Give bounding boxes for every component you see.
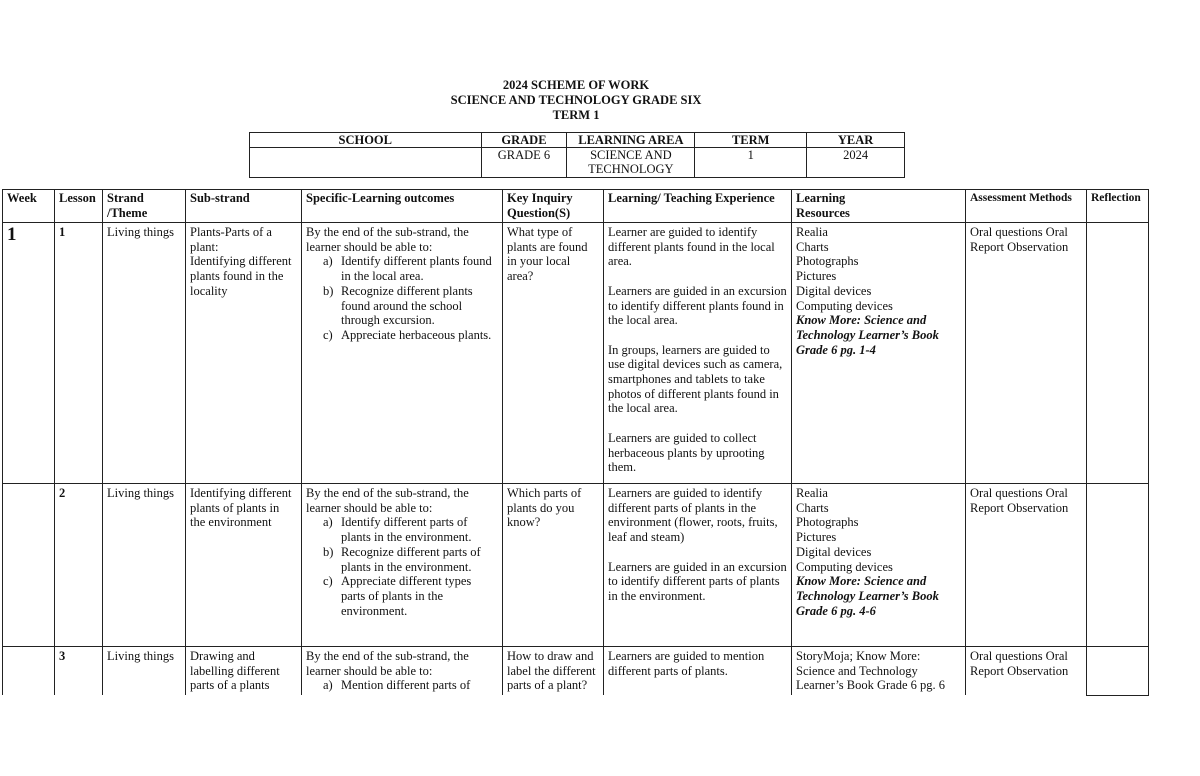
assessment-cell: Oral questions Oral Report Observation	[966, 647, 1087, 696]
reflection-cell	[1087, 223, 1149, 484]
list-item: a) Identify different plants found in the local area.	[323, 254, 492, 284]
table-row	[3, 484, 1149, 647]
lesson-number: 1	[59, 225, 66, 239]
header-experience: Learning/ Teaching Experience	[604, 190, 792, 223]
header-resources: Learning Resources	[792, 190, 966, 223]
outcomes-list	[306, 678, 498, 693]
resource-book: Know More: Science and Technology Learner’s Book Grade 6 pg. 1-4	[796, 313, 939, 357]
experience-paragraph: Learners are guided to mention different parts of plants.	[608, 649, 765, 678]
resource-item: Photographs	[796, 254, 859, 269]
outcomes-intro: By the end of the sub-strand, the learner should be able to:	[306, 225, 469, 254]
lesson-cell	[55, 223, 103, 484]
experience-paragraph: Learners are guided in an excursion to identify different parts of plants in the environment.	[608, 559, 787, 603]
strand-cell: Living things	[103, 647, 186, 696]
resource-item: Pictures	[796, 269, 837, 284]
table-row	[3, 647, 1149, 696]
experience-paragraph: Learners are guided to collect herbaceous plants by uprooting them.	[608, 430, 765, 475]
resource-item: Charts	[796, 500, 829, 515]
sub-strand-cell: Plants-Parts of a plant: Identifying different plants found in the locality	[186, 223, 302, 484]
list-item: a) Identify different parts of plants in the environment.	[323, 515, 472, 545]
list-item: c) Appreciate herbaceous plants.	[323, 327, 492, 342]
resource-item: Pictures	[796, 530, 837, 545]
info-header-year: YEAR	[807, 133, 905, 148]
header-week: Week	[3, 190, 55, 223]
key-inquiry-cell: How to draw and label the different parts of a plant?	[503, 647, 604, 696]
week-cell	[3, 647, 55, 696]
experience-cell	[604, 484, 792, 647]
strand-cell: Living things	[103, 223, 186, 484]
experience-paragraph: Learners are guided in an excursion to identify different plants found in the local area.	[608, 283, 787, 328]
info-value-grade: GRADE 6	[481, 148, 567, 178]
sub-strand-cell: Drawing and labelling different parts of a plants	[186, 647, 302, 696]
lesson-cell	[55, 647, 103, 696]
document-title: 2024 SCHEME OF WORK	[502, 78, 650, 92]
resource-book: Know More: Science and Technology Learner’s Book Grade 6 pg. 4-6	[796, 574, 939, 618]
outcomes-intro: By the end of the sub-strand, the learner should be able to:	[306, 649, 469, 678]
info-table-value-row	[250, 148, 905, 178]
assessment-cell: Oral questions Oral Report Observation	[966, 223, 1087, 484]
outcomes-list	[306, 515, 498, 618]
week-cell	[3, 223, 55, 484]
info-header-grade: GRADE	[481, 133, 567, 148]
lesson-cell	[55, 484, 103, 647]
list-item: b) Recognize different plants found around the school through excursion.	[323, 283, 473, 328]
experience-paragraph: Learners are guided to identify different parts of plants in the environment (flower, roots, fruits, leaf and steam)	[608, 486, 778, 545]
document-subtitle: SCIENCE AND TECHNOLOGY GRADE SIX	[450, 93, 702, 107]
resource-item: Realia	[796, 486, 828, 500]
resource-item: Digital devices	[796, 544, 872, 559]
outcomes-list	[306, 254, 498, 342]
resource-item: Digital devices	[796, 283, 872, 298]
header-lesson: Lesson	[55, 190, 103, 223]
scheme-header-row	[3, 190, 1149, 223]
resources-cell	[792, 223, 966, 484]
header-key-inquiry: Key Inquiry Question(S)	[503, 190, 604, 223]
header-learning-outcomes: Specific-Learning outcomes	[302, 190, 503, 223]
info-value-learning-area: SCIENCE AND TECHNOLOGY	[567, 148, 695, 178]
header-reflection: Reflection	[1087, 190, 1149, 223]
info-value-term: 1	[695, 148, 807, 178]
resource-item: Charts	[796, 239, 829, 254]
resources-cell: StoryMoja; Know More: Science and Technology Learner’s Book Grade 6 pg. 6	[792, 647, 966, 696]
experience-paragraph: Learner are guided to identify different plants found in the local area.	[608, 225, 775, 269]
header-assessment: Assessment Methods	[966, 190, 1087, 223]
learning-outcomes-cell	[302, 484, 503, 647]
info-value-year: 2024	[807, 148, 905, 178]
sub-strand-cell: Identifying different plants of plants in the environment	[186, 484, 302, 647]
info-header-term: TERM	[695, 133, 807, 148]
info-value-school	[250, 148, 482, 178]
list-item: c) Appreciate different types parts of plants in the environment.	[323, 574, 472, 618]
resource-item: Photographs	[796, 515, 859, 530]
experience-cell	[604, 647, 792, 696]
info-header-school: SCHOOL	[250, 133, 482, 148]
list-item: a) Mention different parts of	[323, 678, 471, 693]
experience-paragraph: In groups, learners are guided to use digital devices such as camera, smartphones and tablets to take photos of different plants found in the local area.	[608, 342, 783, 416]
scheme-table	[2, 189, 1149, 696]
list-item: b) Recognize different parts of plants in the environment.	[323, 544, 481, 574]
learning-outcomes-cell	[302, 223, 503, 484]
document-term: TERM 1	[552, 108, 600, 122]
info-header-learning-area: LEARNING AREA	[567, 133, 695, 148]
outcomes-intro: By the end of the sub-strand, the learner should be able to:	[306, 486, 469, 515]
header-strand: Strand /Theme	[103, 190, 186, 223]
lesson-number: 2	[59, 486, 66, 500]
reflection-cell	[1087, 647, 1149, 696]
info-table	[249, 132, 905, 178]
key-inquiry-cell: What type of plants are found in your local area?	[503, 223, 604, 484]
resource-item: Computing devices	[796, 559, 893, 574]
week-number: 1	[7, 224, 17, 245]
resource-item: Computing devices	[796, 298, 893, 313]
strand-cell: Living things	[103, 484, 186, 647]
resource-item: Realia	[796, 225, 828, 239]
key-inquiry-cell: Which parts of plants do you know?	[503, 484, 604, 647]
learning-outcomes-cell	[302, 647, 503, 696]
header-sub-strand: Sub-strand	[186, 190, 302, 223]
experience-cell	[604, 223, 792, 484]
assessment-cell: Oral questions Oral Report Observation	[966, 484, 1087, 647]
document-title-block	[0, 78, 1152, 123]
info-table-header-row	[250, 133, 905, 148]
resources-cell	[792, 484, 966, 647]
table-row	[3, 223, 1149, 484]
lesson-number: 3	[59, 649, 66, 663]
week-cell	[3, 484, 55, 647]
reflection-cell	[1087, 484, 1149, 647]
